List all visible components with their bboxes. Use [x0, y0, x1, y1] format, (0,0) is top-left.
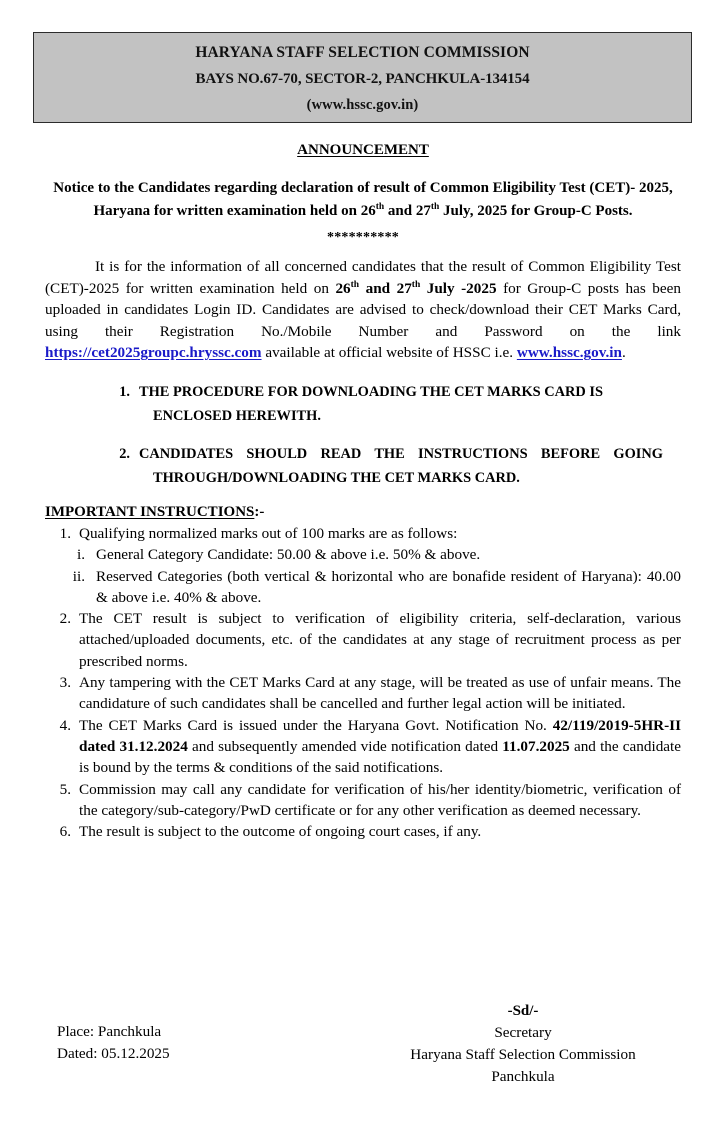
instructions-list	[45, 523, 681, 842]
paragraph-segment-3: available at official website of HSSC i.e.	[261, 344, 517, 362]
signature-place: Place: Panchkula	[57, 1023, 162, 1040]
instruction-5-text: Commission may call any candidate for verification of his/her identity/biometric, verification of the category/sub-category/PwD certificate or for any other verification as deemed necessary.	[79, 780, 681, 819]
highlighted-point-1-line2: ENCLOSED HEREWITH.	[153, 407, 321, 424]
header-box	[33, 32, 692, 123]
highlighted-point-1	[45, 380, 681, 428]
document-body	[45, 138, 681, 842]
notice-heading-sup2: th	[430, 201, 440, 212]
highlighted-point-2-line1: CANDIDATES SHOULD READ THE INSTRUCTIONS BEFORE GOING	[139, 445, 663, 462]
paragraph-bold-date3: July -2025	[420, 279, 497, 297]
instruction-3-marker: 3.	[59, 674, 71, 692]
highlighted-points-list	[45, 380, 681, 490]
highlighted-point-1-number: 1.	[119, 383, 130, 400]
instruction-1-marker: 1.	[59, 524, 71, 542]
signature-block	[45, 1003, 691, 1102]
instruction-item-5	[45, 779, 681, 822]
instruction-4-amendment-date: 11.07.2025	[502, 737, 570, 755]
signature-designation: Secretary	[494, 1024, 552, 1041]
notice-heading-part3: July, 2025 for Group-C Posts.	[439, 202, 633, 219]
intro-paragraph	[45, 256, 681, 364]
notice-heading-sup1: th	[375, 201, 385, 212]
instruction-1-subitem-ii-marker: ii.	[72, 567, 85, 585]
header-website: (www.hssc.gov.in)	[306, 97, 419, 113]
paragraph-segment-4: .	[621, 344, 626, 362]
hssc-website-link[interactable]: www.hssc.gov.in	[516, 344, 622, 362]
important-instructions-heading-text: IMPORTANT INSTRUCTIONS	[45, 503, 255, 520]
paragraph-segment-2: for Group-C posts has been uploaded in candidates Login ID. Candidates are advised to check/download their CET Marks Card, using their Registration No./Mobile Number and Password on the link	[45, 279, 681, 340]
instruction-4-text	[79, 715, 681, 779]
instruction-2-text: The CET result is subject to verification of eligibility criteria, self-declaration, various attached/uploaded documents, etc. of the candidates at any stage of recruitment process as per prescribed norms.	[79, 610, 681, 670]
instruction-1-subitem-i-text: General Category Candidate: 50.00 & above i.e. 50% & above.	[96, 546, 481, 564]
cet-portal-link[interactable]: https://cet2025groupc.hryssc.com	[45, 344, 262, 362]
instruction-item-1	[45, 523, 681, 544]
instruction-6-text: The result is subject to the outcome of ongoing court cases, if any.	[79, 823, 482, 841]
instruction-1-subitem-i	[45, 544, 681, 565]
paragraph-segment-1: It is for the information of all concerned candidates that the result of Common Eligibility Test (CET)-2025 for written examination held on	[45, 258, 681, 297]
instruction-1-subitem-ii	[45, 566, 681, 609]
signature-sd-mark: -Sd/-	[507, 1003, 539, 1019]
instruction-2-marker: 2.	[59, 610, 71, 628]
announcement-title	[45, 142, 681, 159]
signature-city: Panchkula	[491, 1068, 555, 1085]
highlighted-point-2-line2: THROUGH/DOWNLOADING THE CET MARKS CARD.	[153, 469, 520, 486]
paragraph-bold-date2-sup: th	[411, 279, 421, 290]
instruction-1-text: Qualifying normalized marks out of 100 marks are as follows:	[79, 524, 458, 542]
instruction-item-6	[45, 821, 681, 842]
signature-organization: Haryana Staff Selection Commission	[410, 1046, 636, 1063]
instruction-item-3	[45, 672, 681, 715]
notice-heading	[45, 177, 681, 222]
highlighted-point-1-line1: THE PROCEDURE FOR DOWNLOADING THE CET MARKS CARD IS	[139, 383, 604, 400]
notice-heading-part2: and 27	[384, 202, 431, 219]
instruction-3-text: Any tampering with the CET Marks Card at any stage, will be treated as use of unfair means. The candidature of such candidates shall be cancelled and further legal action will be initiated.	[79, 674, 681, 713]
paragraph-bold-date1: 26	[335, 279, 351, 297]
paragraph-bold-date1-sup: th	[350, 279, 360, 290]
instruction-4-segment-2: and subsequently amended vide notification dated	[187, 737, 503, 755]
highlighted-point-2-number: 2.	[119, 445, 130, 462]
highlighted-point-2-text	[139, 442, 681, 490]
instruction-4-notification-number: 42/119/2019-5HR-II dated 31.12.2024	[79, 716, 681, 755]
announcement-title-text: ANNOUNCEMENT	[297, 142, 429, 158]
signature-place-date	[57, 1021, 170, 1065]
paragraph-bold-date2: and 27	[359, 279, 412, 297]
important-instructions-heading	[45, 504, 681, 521]
instruction-4-marker: 4.	[59, 716, 71, 734]
instruction-4-segment-1: The CET Marks Card is issued under the Haryana Govt. Notification No.	[79, 716, 553, 734]
separator-asterisks: **********	[327, 230, 399, 245]
notice-heading-part1: Notice to the Candidates regarding declaration of result of Common Eligibility Test (CET)- 2025, Haryana for written examination held on 26	[53, 180, 673, 219]
highlighted-point-2	[45, 442, 681, 490]
instruction-1-subitem-i-marker: i.	[76, 546, 85, 564]
header-commission-name: HARYANA STAFF SELECTION COMMISSION	[195, 44, 530, 61]
header-address: BAYS NO.67-70, SECTOR-2, PANCHKULA-134154	[195, 71, 530, 87]
instruction-1-subitems	[45, 544, 681, 608]
instruction-6-marker: 6.	[59, 823, 71, 841]
instruction-5-marker: 5.	[59, 780, 71, 798]
instruction-4-segment-3: and the candidate is bound by the terms & conditions of the said notifications.	[79, 737, 681, 777]
instruction-item-4	[45, 715, 681, 779]
instruction-1-subitem-ii-text: Reserved Categories (both vertical & horizontal who are bonafide resident of Haryana): 40.00 & above i.e. 40% & above.	[96, 567, 681, 606]
instruction-item-2	[45, 608, 681, 672]
signature-authority	[355, 1000, 691, 1088]
important-instructions-heading-suffix: :-	[254, 503, 265, 520]
signature-date: Dated: 05.12.2025	[57, 1045, 170, 1062]
highlighted-point-1-text	[139, 380, 681, 428]
